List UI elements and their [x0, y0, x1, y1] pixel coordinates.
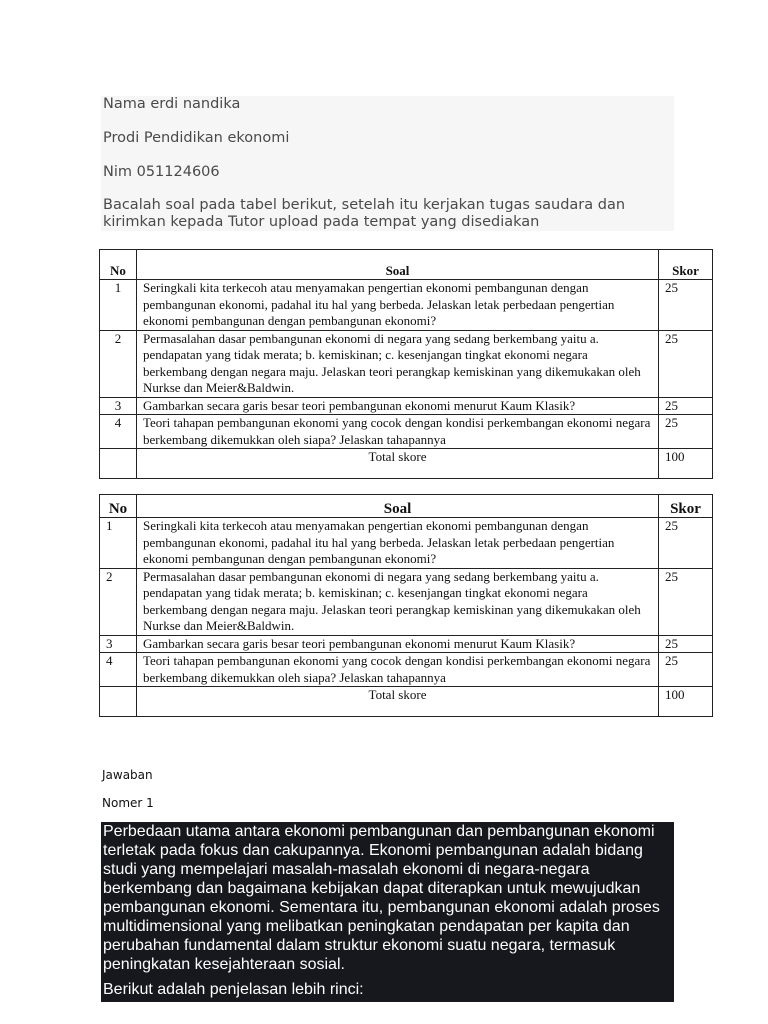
- total-empty-cell: [100, 687, 137, 717]
- row-no: 4: [100, 415, 137, 449]
- table-row: [100, 518, 713, 569]
- row-score: 25: [659, 635, 713, 653]
- total-value: 100: [659, 449, 713, 479]
- header-skor: Skor: [659, 250, 713, 280]
- jawaban-label: Jawaban: [102, 768, 153, 782]
- student-id: Nim 051124606: [103, 164, 220, 180]
- row-question: Seringkali kita terkecoh atau menyamakan pengertian ekonomi pembangunan dengan pembangunan ekonomi, padahal itu hal yang berbeda. Jelaskan letak perbedaan pengertian ekonomi pembangunan dengan pembangunan ekonomi?: [137, 280, 659, 331]
- row-score: 25: [659, 568, 713, 635]
- student-name: Nama erdi nandika: [103, 96, 241, 112]
- total-label: Total skore: [137, 449, 659, 479]
- header-skor: Skor: [659, 495, 713, 518]
- row-no: 3: [100, 635, 137, 653]
- assignment-instruction: Bacalah soal pada tabel berikut, setelah itu kerjakan tugas saudara dan kirimkan kepada Tutor upload pada tempat yang disediakan: [103, 197, 626, 230]
- answer-text-block: [101, 822, 674, 1002]
- table-row: [100, 415, 713, 449]
- student-info-block: [101, 96, 674, 231]
- table-row: [100, 330, 713, 397]
- question-table-2: [99, 494, 713, 717]
- header-soal: Soal: [137, 250, 659, 280]
- row-score: 25: [659, 397, 713, 415]
- table-row: [100, 280, 713, 331]
- row-question: Permasalahan dasar pembangunan ekonomi di negara yang sedang berkembang yaitu a. pendapatan yang tidak merata; b. kemiskinan; c. kesenjangan tingkat ekonomi negara berkembang dengan negara maju. Jelaskan teori perangkap kemiskinan yang dikemukakan oleh Nurkse dan Meier&Baldwin.: [137, 330, 659, 397]
- total-label: Total skore: [137, 687, 659, 717]
- question-table-1: [99, 249, 713, 479]
- row-no: 2: [100, 330, 137, 397]
- answer-paragraph-1: Perbedaan utama antara ekonomi pembangunan dan pembangunan ekonomi terletak pada fokus dan cakupannya. Ekonomi pembangunan adalah bidang studi yang mempelajari masalah-masalah ekonomi di negara-negara berkembang dan bagaimana kebijakan dapat diterapkan untuk mewujudkan pembangunan ekonomi. Sementara itu, pembangunan ekonomi adalah proses multidimensional yang melibatkan peningkatan pendapatan per kapita dan perubahan fundamental dalam struktur ekonomi suatu negara, termasuk peningkatan kesejahteraan sosial.: [103, 823, 660, 973]
- row-no: 4: [100, 653, 137, 687]
- row-no: 1: [100, 518, 137, 569]
- answer-paragraph-2: Berikut adalah penjelasan lebih rinci:: [103, 981, 364, 998]
- table-row: [100, 397, 713, 415]
- total-empty-cell: [100, 449, 137, 479]
- row-question: Seringkali kita terkecoh atau menyamakan pengertian ekonomi pembangunan dengan pembangunan ekonomi, padahal itu hal yang berbeda. Jelaskan letak perbedaan pengertian ekonomi pembangunan dengan pembangunan ekonomi?: [137, 518, 659, 569]
- row-no: 3: [100, 397, 137, 415]
- table-header-row: [100, 495, 713, 518]
- row-no: 2: [100, 568, 137, 635]
- total-row: [100, 449, 713, 479]
- header-no: No: [100, 495, 137, 518]
- table-row: [100, 653, 713, 687]
- row-score: 25: [659, 415, 713, 449]
- total-value: 100: [659, 687, 713, 717]
- row-question: Gambarkan secara garis besar teori pembangunan ekonomi menurut Kaum Klasik?: [137, 397, 659, 415]
- table-row: [100, 568, 713, 635]
- row-score: 25: [659, 330, 713, 397]
- row-score: 25: [659, 518, 713, 569]
- header-no: No: [100, 250, 137, 280]
- row-question: Gambarkan secara garis besar teori pembangunan ekonomi menurut Kaum Klasik?: [137, 635, 659, 653]
- row-score: 25: [659, 280, 713, 331]
- total-row: [100, 687, 713, 717]
- answer-number-label: Nomer 1: [102, 796, 154, 810]
- row-question: Teori tahapan pembangunan ekonomi yang cocok dengan kondisi perkembangan ekonomi negara berkembang dikemukkan oleh siapa? Jelaskan tahapannya: [137, 653, 659, 687]
- study-program: Prodi Pendidikan ekonomi: [103, 130, 290, 146]
- row-question: Teori tahapan pembangunan ekonomi yang cocok dengan kondisi perkembangan ekonomi negara berkembang dikemukkan oleh siapa? Jelaskan tahapannya: [137, 415, 659, 449]
- table-header-row: [100, 250, 713, 280]
- row-no: 1: [100, 280, 137, 331]
- row-score: 25: [659, 653, 713, 687]
- table-row: [100, 635, 713, 653]
- row-question: Permasalahan dasar pembangunan ekonomi di negara yang sedang berkembang yaitu a. pendapatan yang tidak merata; b. kemiskinan; c. kesenjangan tingkat ekonomi negara berkembang dengan negara maju. Jelaskan teori perangkap kemiskinan yang dikemukakan oleh Nurkse dan Meier&Baldwin.: [137, 568, 659, 635]
- header-soal: Soal: [137, 495, 659, 518]
